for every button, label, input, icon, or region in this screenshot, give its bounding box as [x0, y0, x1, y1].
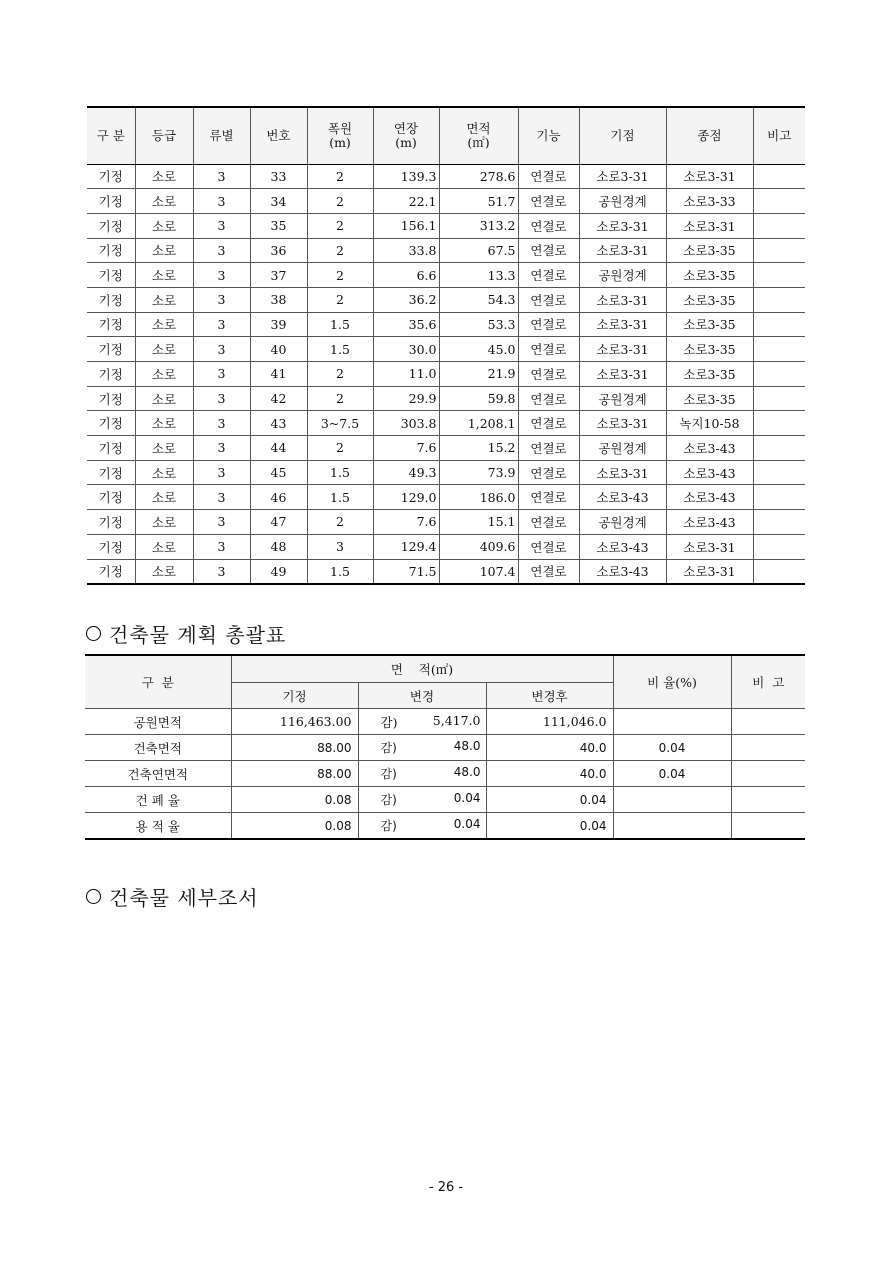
cell-area: 53.3: [439, 312, 518, 337]
table-row: [87, 362, 805, 387]
cell-end: 소로3-31: [666, 534, 753, 559]
cell-class: 3: [193, 510, 250, 535]
cell-end: 소로3-35: [666, 386, 753, 411]
header-division: 구 분: [85, 655, 231, 709]
header-existing: 기정: [231, 683, 358, 709]
cell-length: 156.1: [373, 213, 439, 238]
cell-number: 40: [250, 337, 307, 362]
row-label: 건 폐 율: [85, 787, 231, 813]
change-prefix: 감): [380, 793, 397, 807]
cell-after: 0.04: [486, 813, 613, 840]
cell-width: 2: [307, 386, 373, 411]
cell-length: 129.4: [373, 534, 439, 559]
circle-bullet-icon: [86, 626, 101, 641]
header-start: 기점: [579, 107, 666, 164]
table-row: [85, 735, 805, 761]
cell-class: 3: [193, 386, 250, 411]
cell-width: 1.5: [307, 559, 373, 584]
cell-length: 49.3: [373, 460, 439, 485]
cell-note: [753, 164, 805, 189]
cell-length: 7.6: [373, 436, 439, 461]
cell-width: 2: [307, 436, 373, 461]
change-value: 0.04: [453, 817, 481, 831]
cell-note: [731, 761, 805, 787]
table-row: [87, 436, 805, 461]
cell-length: 6.6: [373, 263, 439, 288]
cell-number: 34: [250, 189, 307, 214]
cell-area: 67.5: [439, 238, 518, 263]
cell-grade: 소로: [135, 510, 193, 535]
cell-number: 48: [250, 534, 307, 559]
cell-function: 연결로: [518, 337, 579, 362]
cell-start: 공원경계: [579, 510, 666, 535]
header-note: 비고: [753, 107, 805, 164]
table-row: [87, 238, 805, 263]
cell-class: 3: [193, 362, 250, 387]
cell-function: 연결로: [518, 213, 579, 238]
cell-note: [753, 263, 805, 288]
change-value: 48.0: [453, 739, 481, 753]
cell-area: 59.8: [439, 386, 518, 411]
change-prefix: 감): [380, 714, 398, 730]
cell-area: 409.6: [439, 534, 518, 559]
cell-after: 111,046.0: [486, 709, 613, 735]
cell-width: 2: [307, 238, 373, 263]
cell-number: 49: [250, 559, 307, 584]
cell-end: 소로3-35: [666, 337, 753, 362]
cell-length: 33.8: [373, 238, 439, 263]
table-row: [85, 787, 805, 813]
cell-length: 30.0: [373, 337, 439, 362]
table-row: [87, 485, 805, 510]
header-function: 기능: [518, 107, 579, 164]
cell-division: 기정: [87, 559, 135, 584]
header-length: 연장 (m): [373, 107, 439, 164]
cell-function: 연결로: [518, 263, 579, 288]
cell-number: 41: [250, 362, 307, 387]
cell-after: 40.0: [486, 735, 613, 761]
cell-change: [358, 761, 486, 787]
cell-width: 1.5: [307, 337, 373, 362]
cell-start: 공원경계: [579, 386, 666, 411]
cell-change: [358, 735, 486, 761]
cell-end: 소로3-43: [666, 436, 753, 461]
cell-width: 2: [307, 213, 373, 238]
building-plan-summary-table: [85, 654, 805, 840]
change-prefix: 감): [380, 741, 397, 755]
cell-division: 기정: [87, 534, 135, 559]
cell-area: 278.6: [439, 164, 518, 189]
cell-width: 3: [307, 534, 373, 559]
cell-number: 43: [250, 411, 307, 436]
cell-grade: 소로: [135, 485, 193, 510]
cell-function: 연결로: [518, 189, 579, 214]
cell-class: 3: [193, 337, 250, 362]
cell-class: 3: [193, 436, 250, 461]
summary-header-row: [85, 655, 805, 683]
cell-area: 21.9: [439, 362, 518, 387]
cell-area: 186.0: [439, 485, 518, 510]
cell-end: 소로3-43: [666, 460, 753, 485]
cell-grade: 소로: [135, 287, 193, 312]
road-table-body: [87, 164, 805, 584]
cell-class: 3: [193, 213, 250, 238]
cell-division: 기정: [87, 460, 135, 485]
cell-grade: 소로: [135, 337, 193, 362]
cell-grade: 소로: [135, 189, 193, 214]
cell-existing: 116,463.00: [231, 709, 358, 735]
cell-grade: 소로: [135, 460, 193, 485]
table-row: [85, 761, 805, 787]
cell-after: 0.04: [486, 787, 613, 813]
cell-grade: 소로: [135, 312, 193, 337]
cell-division: 기정: [87, 213, 135, 238]
header-change: 변경: [358, 683, 486, 709]
cell-ratio: 0.04: [613, 761, 731, 787]
cell-number: 44: [250, 436, 307, 461]
cell-area: 15.2: [439, 436, 518, 461]
cell-area: 13.3: [439, 263, 518, 288]
cell-number: 47: [250, 510, 307, 535]
cell-start: 소로3-43: [579, 534, 666, 559]
cell-end: 소로3-35: [666, 238, 753, 263]
cell-division: 기정: [87, 263, 135, 288]
cell-note: [753, 436, 805, 461]
cell-division: 기정: [87, 337, 135, 362]
cell-area: 1,208.1: [439, 411, 518, 436]
cell-end: 녹지10-58: [666, 411, 753, 436]
cell-class: 3: [193, 189, 250, 214]
change-value: 0.04: [453, 791, 481, 805]
cell-function: 연결로: [518, 460, 579, 485]
cell-function: 연결로: [518, 485, 579, 510]
cell-ratio: 0.04: [613, 735, 731, 761]
table-row: [87, 534, 805, 559]
section-heading-building-details: [86, 882, 259, 911]
cell-note: [753, 362, 805, 387]
cell-note: [753, 386, 805, 411]
cell-grade: 소로: [135, 263, 193, 288]
cell-length: 29.9: [373, 386, 439, 411]
cell-change: [358, 709, 486, 735]
header-division: 구 분: [87, 107, 135, 164]
header-ratio: 비 율(%): [613, 655, 731, 709]
cell-class: 3: [193, 312, 250, 337]
cell-width: 2: [307, 287, 373, 312]
cell-width: 2: [307, 263, 373, 288]
cell-after: 40.0: [486, 761, 613, 787]
table-row: [87, 559, 805, 584]
header-note: 비 고: [731, 655, 805, 709]
cell-number: 36: [250, 238, 307, 263]
table-row: [87, 411, 805, 436]
cell-division: 기정: [87, 189, 135, 214]
cell-width: 3~7.5: [307, 411, 373, 436]
cell-function: 연결로: [518, 436, 579, 461]
table-row: [87, 337, 805, 362]
cell-end: 소로3-31: [666, 213, 753, 238]
cell-division: 기정: [87, 164, 135, 189]
cell-end: 소로3-31: [666, 164, 753, 189]
cell-function: 연결로: [518, 287, 579, 312]
cell-note: [753, 213, 805, 238]
cell-start: 공원경계: [579, 436, 666, 461]
cell-width: 2: [307, 164, 373, 189]
cell-class: 3: [193, 411, 250, 436]
table-row: [87, 164, 805, 189]
cell-division: 기정: [87, 485, 135, 510]
cell-width: 2: [307, 362, 373, 387]
cell-note: [753, 337, 805, 362]
cell-change: [358, 813, 486, 840]
cell-length: 11.0: [373, 362, 439, 387]
cell-area: 54.3: [439, 287, 518, 312]
change-value: 5,417.0: [432, 712, 481, 728]
cell-note: [753, 411, 805, 436]
change-value: 48.0: [453, 765, 481, 779]
cell-division: 기정: [87, 386, 135, 411]
header-area: 면적 (㎡): [439, 107, 518, 164]
cell-note: [731, 813, 805, 840]
cell-note: [731, 709, 805, 735]
cell-start: 소로3-31: [579, 164, 666, 189]
cell-grade: 소로: [135, 362, 193, 387]
section-heading-text: 건축물 계획 총괄표: [109, 623, 287, 647]
section-heading-text: 건축물 세부조서: [109, 886, 259, 910]
cell-length: 35.6: [373, 312, 439, 337]
table-row: [87, 460, 805, 485]
cell-division: 기정: [87, 436, 135, 461]
cell-note: [753, 287, 805, 312]
table-row: [87, 189, 805, 214]
cell-area: 107.4: [439, 559, 518, 584]
road-table: [87, 106, 805, 585]
cell-note: [753, 189, 805, 214]
cell-end: 소로3-35: [666, 287, 753, 312]
cell-start: 소로3-31: [579, 362, 666, 387]
cell-change: [358, 787, 486, 813]
cell-class: 3: [193, 263, 250, 288]
header-number: 번호: [250, 107, 307, 164]
cell-length: 22.1: [373, 189, 439, 214]
cell-note: [753, 460, 805, 485]
cell-function: 연결로: [518, 559, 579, 584]
cell-grade: 소로: [135, 238, 193, 263]
cell-note: [753, 510, 805, 535]
cell-existing: 0.08: [231, 787, 358, 813]
cell-width: 1.5: [307, 485, 373, 510]
cell-division: 기정: [87, 510, 135, 535]
page-number: - 26 -: [428, 1180, 464, 1195]
cell-length: 129.0: [373, 485, 439, 510]
cell-grade: 소로: [135, 436, 193, 461]
cell-note: [753, 485, 805, 510]
cell-start: 소로3-31: [579, 411, 666, 436]
cell-width: 1.5: [307, 460, 373, 485]
cell-start: 공원경계: [579, 263, 666, 288]
cell-number: 37: [250, 263, 307, 288]
cell-number: 35: [250, 213, 307, 238]
cell-ratio: [613, 709, 731, 735]
cell-grade: 소로: [135, 559, 193, 584]
table-row: [87, 263, 805, 288]
change-prefix: 감): [380, 767, 397, 781]
cell-area: 313.2: [439, 213, 518, 238]
cell-ratio: [613, 787, 731, 813]
cell-number: 38: [250, 287, 307, 312]
row-label: 건축연면적: [85, 761, 231, 787]
cell-note: [753, 534, 805, 559]
change-prefix: 감): [380, 819, 397, 833]
cell-length: 303.8: [373, 411, 439, 436]
header-after: 변경후: [486, 683, 613, 709]
cell-area: 73.9: [439, 460, 518, 485]
table-row: [85, 813, 805, 840]
cell-division: 기정: [87, 238, 135, 263]
cell-length: 7.6: [373, 510, 439, 535]
cell-start: 소로3-43: [579, 559, 666, 584]
cell-class: 3: [193, 287, 250, 312]
cell-class: 3: [193, 485, 250, 510]
cell-start: 소로3-31: [579, 460, 666, 485]
cell-division: 기정: [87, 287, 135, 312]
cell-end: 소로3-35: [666, 263, 753, 288]
table-row: [87, 386, 805, 411]
cell-grade: 소로: [135, 386, 193, 411]
cell-end: 소로3-43: [666, 485, 753, 510]
cell-note: [731, 735, 805, 761]
cell-number: 46: [250, 485, 307, 510]
cell-width: 2: [307, 189, 373, 214]
header-class: 류별: [193, 107, 250, 164]
cell-grade: 소로: [135, 534, 193, 559]
row-label: 건축면적: [85, 735, 231, 761]
cell-end: 소로3-43: [666, 510, 753, 535]
header-width: 폭원 (m): [307, 107, 373, 164]
header-grade: 등급: [135, 107, 193, 164]
cell-division: 기정: [87, 312, 135, 337]
cell-existing: 0.08: [231, 813, 358, 840]
cell-existing: 88.00: [231, 761, 358, 787]
cell-function: 연결로: [518, 534, 579, 559]
cell-function: 연결로: [518, 386, 579, 411]
section-heading-building-plan-summary: [86, 619, 286, 648]
cell-width: 2: [307, 510, 373, 535]
cell-area: 15.1: [439, 510, 518, 535]
cell-start: 소로3-31: [579, 337, 666, 362]
cell-length: 71.5: [373, 559, 439, 584]
cell-end: 소로3-35: [666, 362, 753, 387]
table-row: [85, 709, 805, 735]
cell-number: 42: [250, 386, 307, 411]
cell-end: 소로3-35: [666, 312, 753, 337]
row-label: 용 적 율: [85, 813, 231, 840]
cell-length: 139.3: [373, 164, 439, 189]
cell-division: 기정: [87, 411, 135, 436]
table-row: [87, 213, 805, 238]
cell-class: 3: [193, 238, 250, 263]
table-row: [87, 287, 805, 312]
cell-ratio: [613, 813, 731, 840]
cell-class: 3: [193, 460, 250, 485]
cell-division: 기정: [87, 362, 135, 387]
cell-length: 36.2: [373, 287, 439, 312]
cell-note: [731, 787, 805, 813]
cell-note: [753, 312, 805, 337]
cell-function: 연결로: [518, 510, 579, 535]
cell-class: 3: [193, 559, 250, 584]
cell-function: 연결로: [518, 238, 579, 263]
cell-grade: 소로: [135, 164, 193, 189]
cell-start: 소로3-31: [579, 238, 666, 263]
cell-function: 연결로: [518, 312, 579, 337]
cell-grade: 소로: [135, 411, 193, 436]
cell-start: 소로3-31: [579, 312, 666, 337]
cell-width: 1.5: [307, 312, 373, 337]
cell-start: 소로3-31: [579, 213, 666, 238]
road-table-header-row: [87, 107, 805, 164]
cell-existing: 88.00: [231, 735, 358, 761]
table-row: [87, 312, 805, 337]
circle-bullet-icon: [86, 889, 101, 904]
row-label: 공원면적: [85, 709, 231, 735]
cell-end: 소로3-33: [666, 189, 753, 214]
cell-number: 33: [250, 164, 307, 189]
header-end: 종점: [666, 107, 753, 164]
cell-end: 소로3-31: [666, 559, 753, 584]
table-row: [87, 510, 805, 535]
cell-start: 소로3-31: [579, 287, 666, 312]
cell-note: [753, 238, 805, 263]
cell-note: [753, 559, 805, 584]
cell-function: 연결로: [518, 164, 579, 189]
cell-class: 3: [193, 534, 250, 559]
cell-area: 45.0: [439, 337, 518, 362]
cell-area: 51.7: [439, 189, 518, 214]
cell-class: 3: [193, 164, 250, 189]
cell-start: 소로3-43: [579, 485, 666, 510]
cell-function: 연결로: [518, 411, 579, 436]
header-area: 면 적(㎡): [231, 655, 613, 683]
cell-number: 45: [250, 460, 307, 485]
cell-number: 39: [250, 312, 307, 337]
cell-function: 연결로: [518, 362, 579, 387]
cell-start: 공원경계: [579, 189, 666, 214]
cell-grade: 소로: [135, 213, 193, 238]
